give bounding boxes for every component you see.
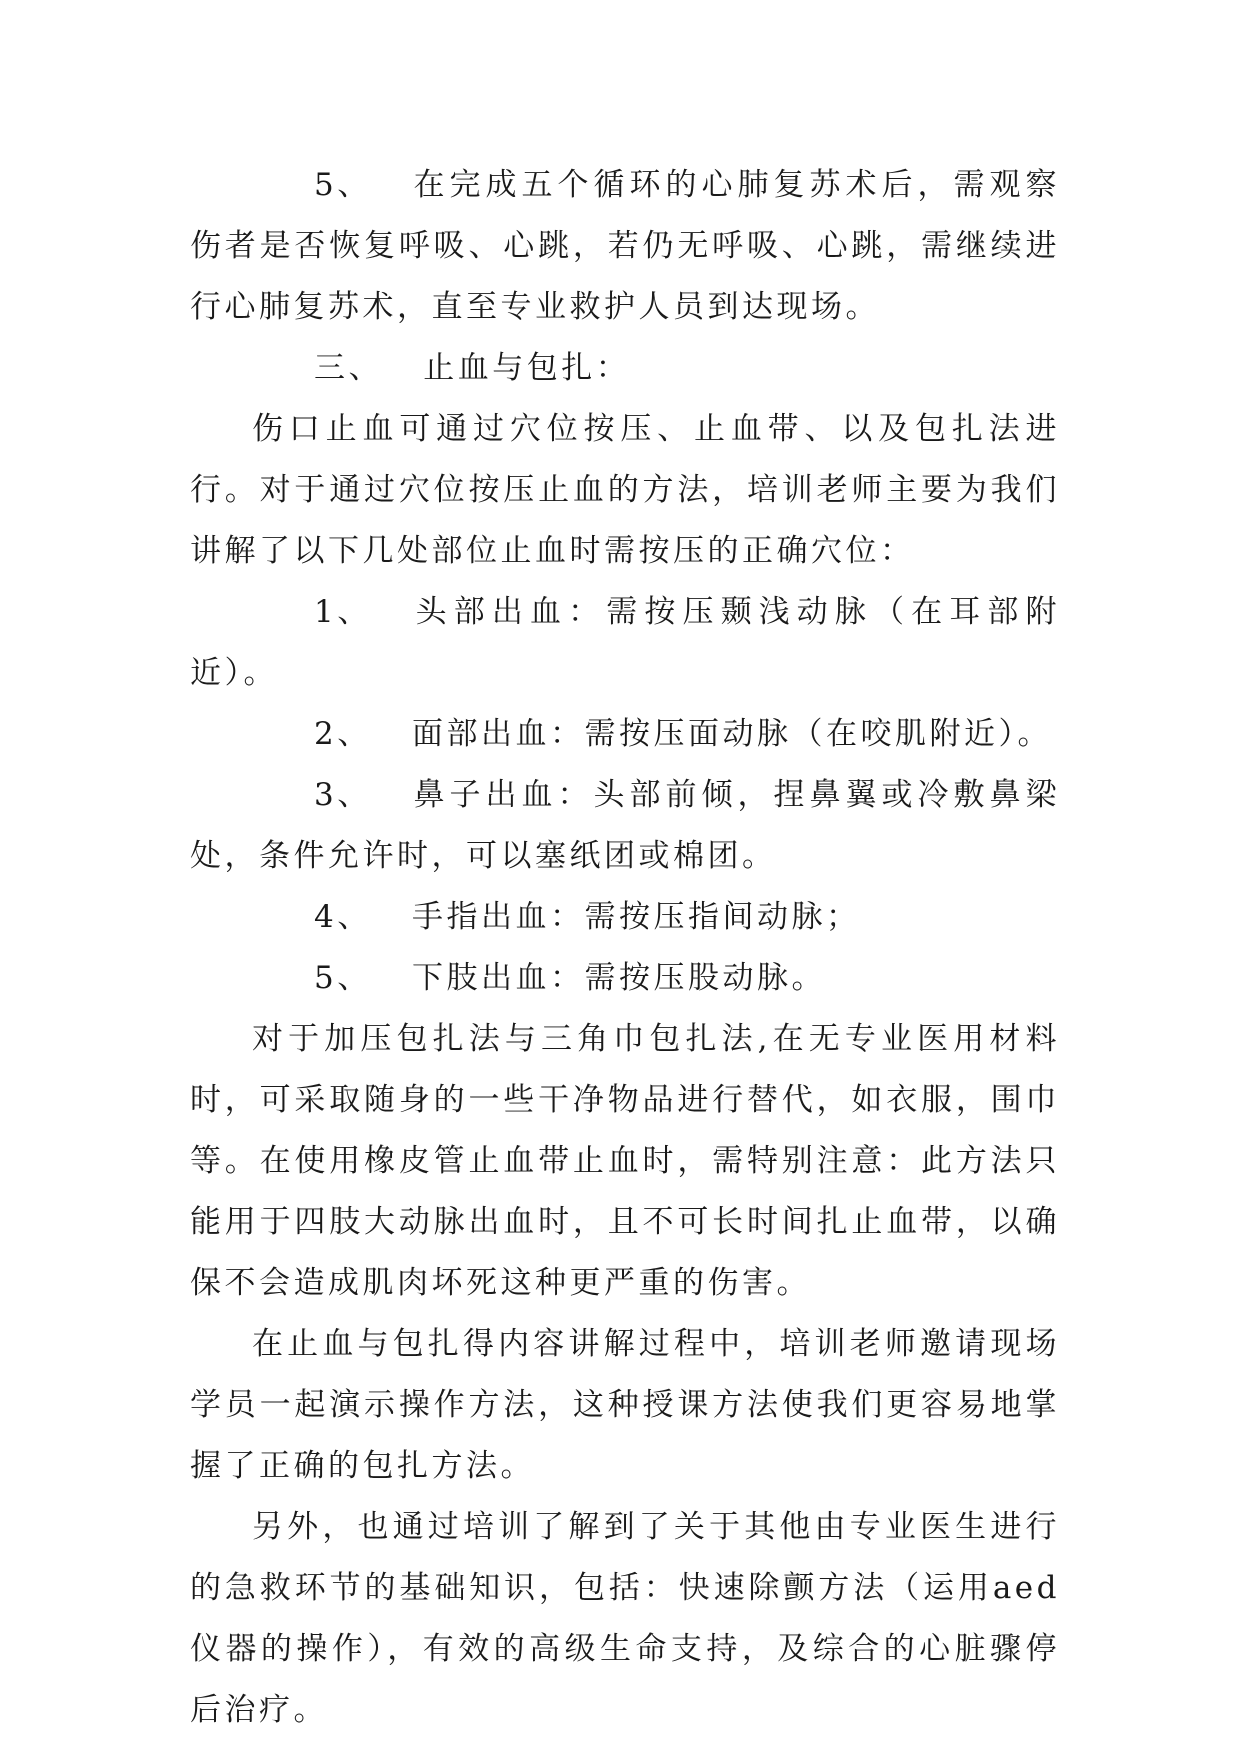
list-number: 2、: [314, 716, 372, 752]
section-title: 止血与包扎：: [423, 350, 631, 386]
list-number: 3、: [314, 777, 372, 813]
list-text: 鼻子出血：头部前倾，捏鼻翼或冷敷鼻梁处，条件允许时，可以塞纸团或棉团。: [190, 777, 1060, 874]
list-number: 4、: [314, 899, 372, 935]
list-text: 手指出血：需按压指间动脉；: [412, 899, 861, 935]
document-body: [190, 155, 1060, 1741]
list-item-face-bleeding: [190, 704, 1060, 765]
list-number: 1、: [314, 594, 372, 630]
list-text: 头部出血：需按压颞浅动脉（在耳部附近）。: [190, 594, 1060, 691]
section-number: 三、: [314, 350, 383, 386]
list-text: 下肢出血：需按压股动脉。: [412, 960, 827, 996]
list-item-finger-bleeding: [190, 887, 1060, 948]
paragraph-bandaging-methods: 对于加压包扎法与三角巾包扎法,在无专业医用材料时，可采取随身的一些干净物品进行替代，如衣服，围巾等。在使用橡皮管止血带止血时，需特别注意：此方法只能用于四肢大动脉出血时，且不可长时间扎止血带，以确保不会造成肌肉坏死这种更严重的伤害。: [190, 1021, 1060, 1301]
paragraph-demonstration: 在止血与包扎得内容讲解过程中，培训老师邀请现场学员一起演示操作方法，这种授课方法使我们更容易地掌握了正确的包扎方法。: [190, 1326, 1060, 1484]
paragraph-pressure-points-intro: 伤口止血可通过穴位按压、止血带、以及包扎法进行。对于通过穴位按压止血的方法，培训老师主要为我们讲解了以下几处部位止血时需按压的正确穴位：: [190, 411, 1060, 569]
paragraph-other-first-aid: 另外，也通过培训了解到了关于其他由专业医生进行的急救环节的基础知识，包括：快速除颤方法（运用aed仪器的操作），有效的高级生命支持，及综合的心脏骤停后治疗。: [190, 1509, 1060, 1728]
list-number: 5、: [314, 960, 372, 996]
section-heading-hemostasis: [190, 338, 1060, 399]
list-item-leg-bleeding: [190, 948, 1060, 1009]
list-text: 在完成五个循环的心肺复苏术后，需观察伤者是否恢复呼吸、心跳，若仍无呼吸、心跳，需继续进行心肺复苏术，直至专业救护人员到达现场。: [190, 167, 1060, 325]
list-item-nose-bleeding: [190, 765, 1060, 887]
list-item-head-bleeding: [190, 582, 1060, 704]
list-text: 面部出血：需按压面动脉（在咬肌附近）。: [412, 716, 1053, 752]
list-item-cpr-step-5: [190, 155, 1060, 338]
list-number: 5、: [314, 167, 372, 203]
